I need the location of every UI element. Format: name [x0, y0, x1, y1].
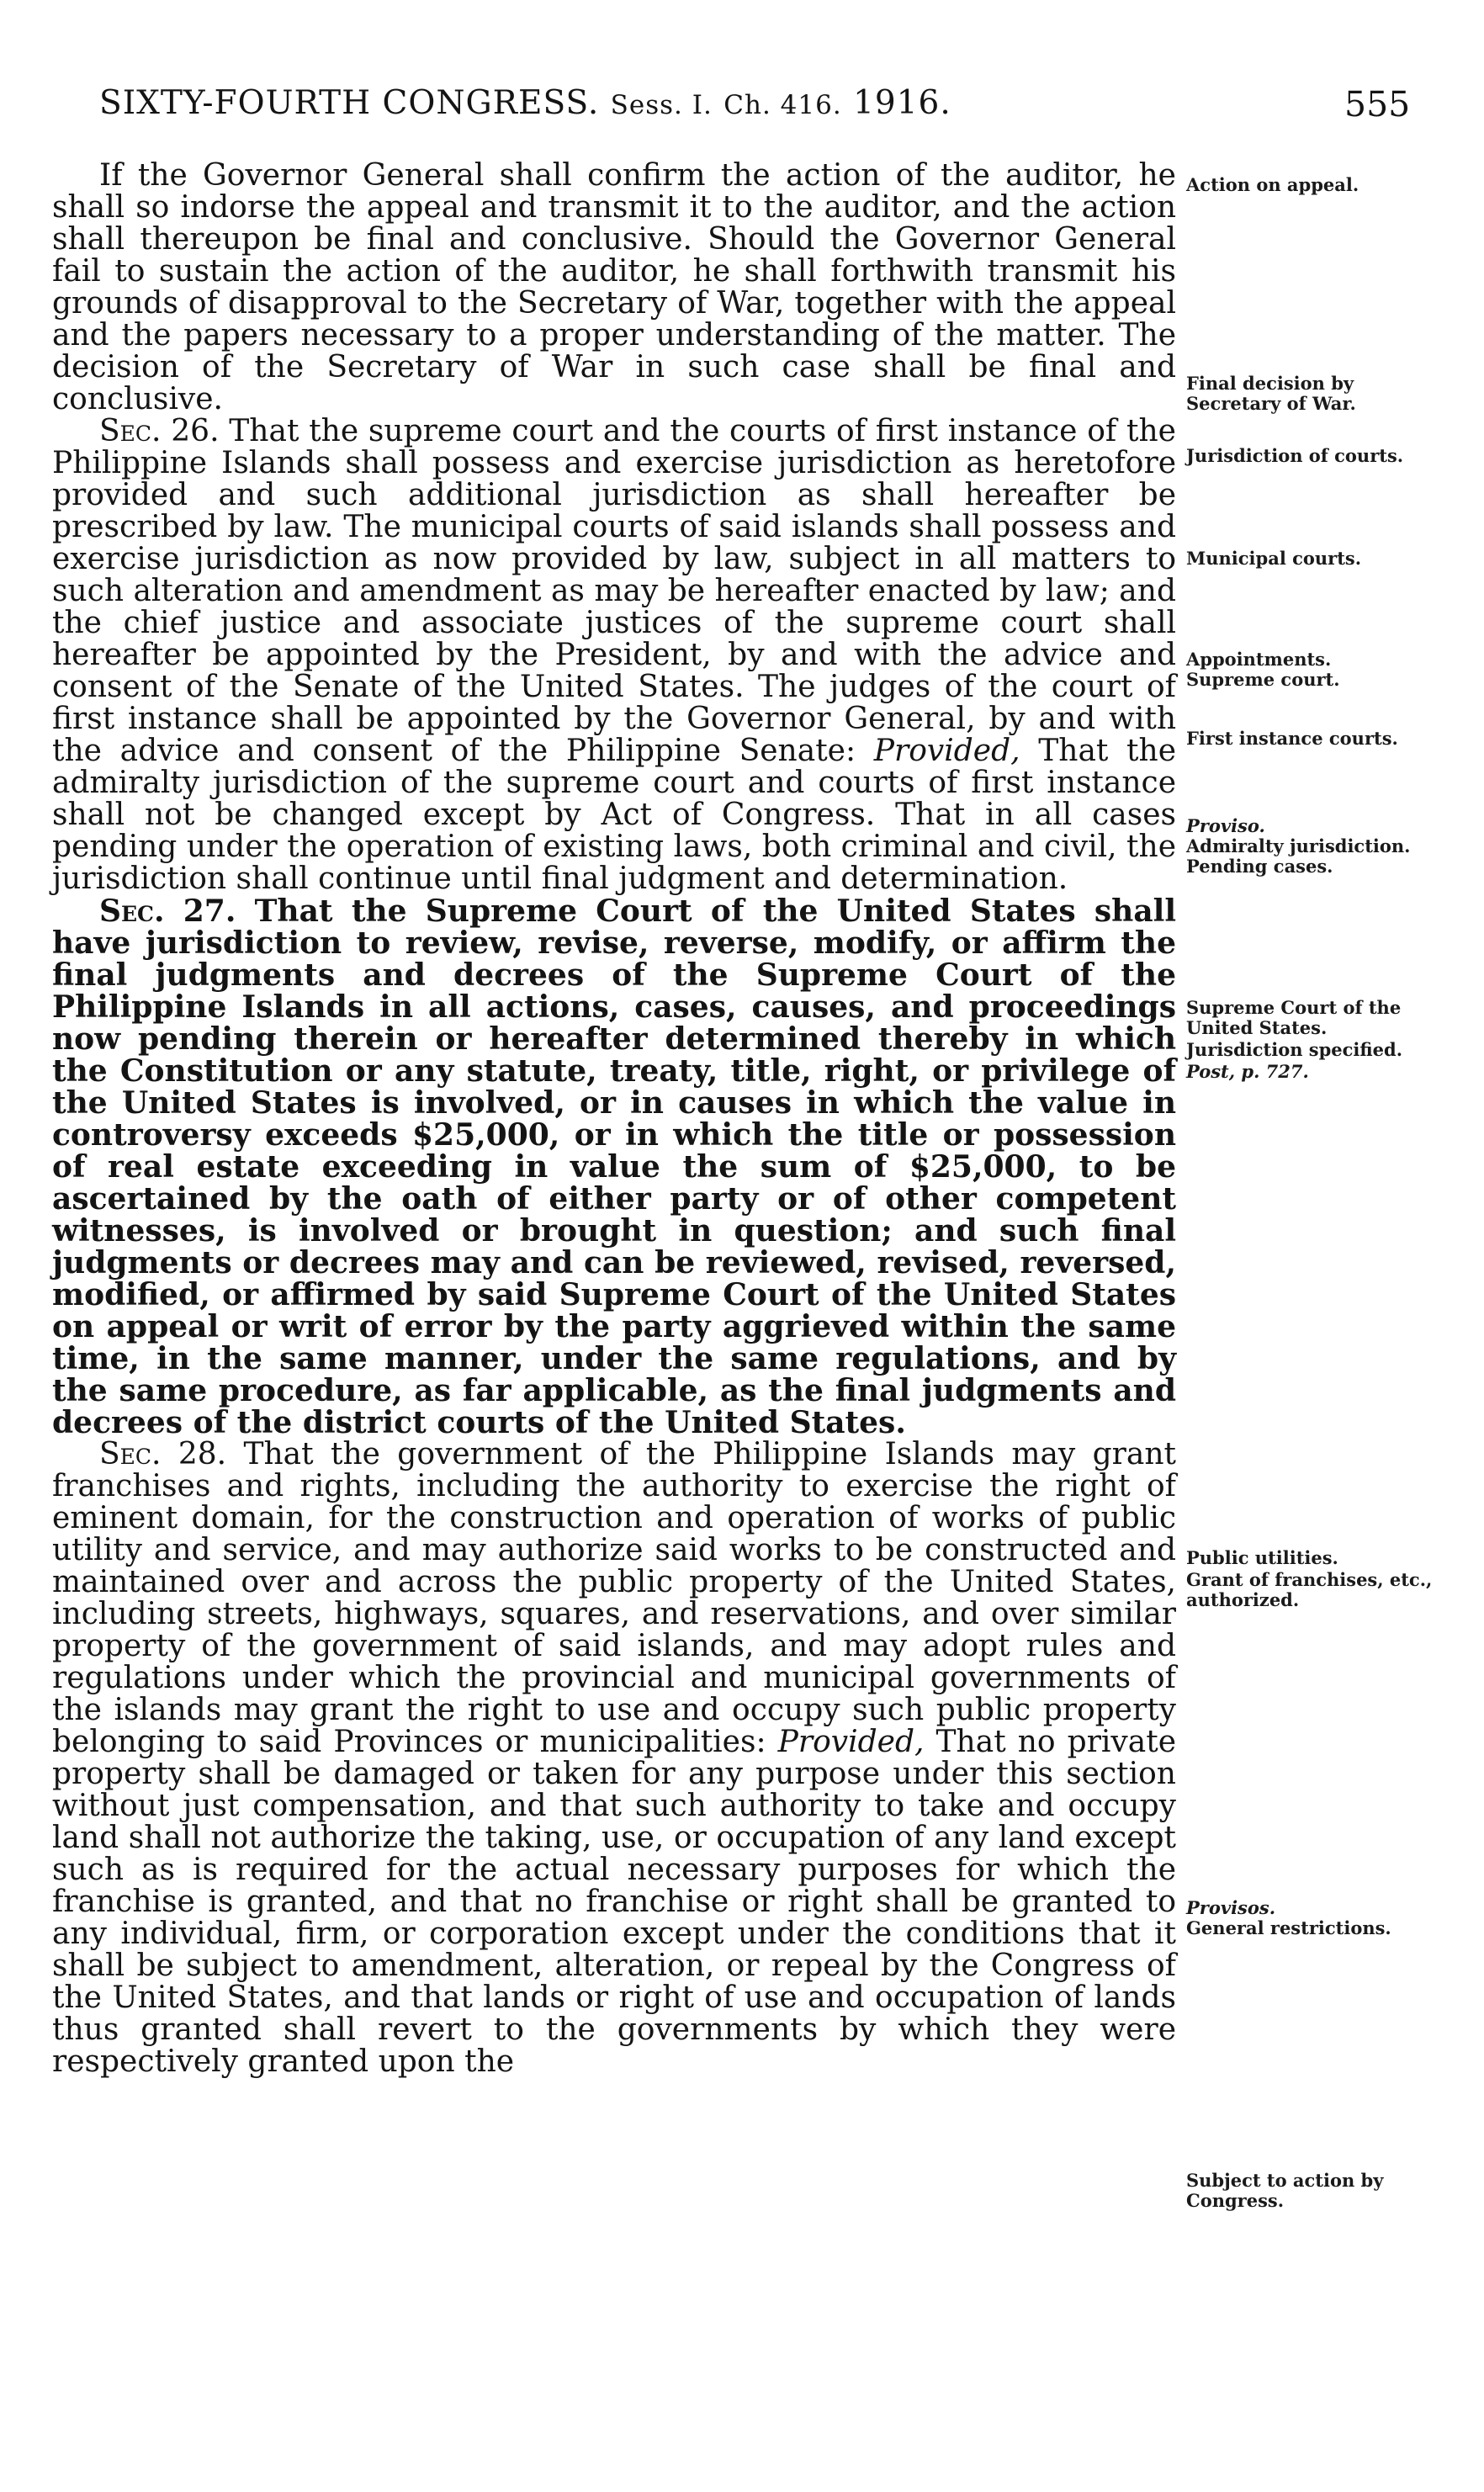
- session-label: Sess. I.: [610, 90, 713, 120]
- statute-text: [52, 160, 1176, 2078]
- note-provisos: Provisos.: [1186, 1897, 1276, 1918]
- note-supreme-court: Supreme court.: [1186, 669, 1340, 690]
- section-27-label: Sec. 27.: [99, 893, 236, 929]
- congress-title: SIXTY-FOURTH CONGRESS.: [99, 84, 600, 122]
- section-28-text-b: That no private property shall be damaged or taken for any purpose under this section without just compensation, and that such authority to take and occupy land shall not authorize the taking, use, or occupation of any land except such as is required for the actual necessary purposes for which the franchise is granted, and that no franchise or right shall be granted to any individual, firm, or corporation except under the conditions that it shall be subject to amendment, alteration, or repeal by the Congress of the United States, and that lands or right of use and occupation of lands thus granted shall revert to the governments by which they were respectively granted upon the: [52, 1725, 1176, 2079]
- note-supreme-court-us-group: [1186, 998, 1439, 1082]
- header-title: [99, 84, 951, 122]
- section-27-text: That the Supreme Court of the United States shall have jurisdiction to review, revise, reverse, modify, or affirm the final judgments and decrees of the Supreme Court of the Philippine Islands in all actions, cases, causes, and proceedings now pending therein or hereafter determined thereby in which the Constitution or any statute, treaty, title, right, or privilege of the United States is involved, or in causes in which the value in controversy exceeds $25,000, or in which the title or possession of real estate exceeding in value the sum of $25,000, to be ascertained by the oath of either party or of other competent witnesses, is involved or brought in question; and such final judgments or decrees may and can be reviewed, revised, reversed, modified, or affirmed by said Supreme Court of the United States on appeal or writ of error by the party aggrieved within the same time, in the same manner, under the same regulations, and by the same procedure, as far applicable, as the final judgments and decrees of the district courts of the United States.: [52, 893, 1176, 1440]
- note-proviso-group: [1186, 816, 1439, 877]
- note-public-utilities-group: [1186, 1548, 1439, 1610]
- section-26: [52, 416, 1176, 895]
- note-pending-cases: Pending cases.: [1186, 856, 1333, 877]
- section-28-provided: Provided,: [777, 1725, 925, 1759]
- note-municipal-courts: Municipal courts.: [1186, 548, 1362, 569]
- note-post-reference: Post, p. 727.: [1186, 1061, 1309, 1082]
- page-number: 555: [1344, 84, 1411, 125]
- year-label: 1916.: [853, 84, 951, 122]
- paragraph-appeal: If the Governor General shall confirm the action of the auditor, he shall so indorse the appeal and transmit it to the auditor, and the action shall thereupon be final and conclusive. Should the Governor General fail to sustain the action of the auditor, he shall forthwith transmit his grounds of disapproval to the Secretary of War, together with the appeal and the papers necessary to a proper understanding of the matter. The decision of the Secretary of War in such case shall be final and conclusive.: [52, 158, 1176, 416]
- note-proviso: Proviso.: [1186, 815, 1265, 836]
- note-general-restrictions: General restrictions.: [1186, 1917, 1391, 1938]
- note-us-supreme-court: Supreme Court of the United States.: [1186, 997, 1402, 1038]
- note-final-decision: Final decision by Secretary of War.: [1186, 373, 1356, 414]
- running-header: [0, 84, 1484, 143]
- note-appointments: [1186, 650, 1439, 690]
- section-26-provided: Provided,: [873, 734, 1020, 768]
- note-jurisdiction-specified: Jurisdiction specified.: [1186, 1039, 1403, 1060]
- section-28: [52, 1439, 1176, 2078]
- note-jurisdiction-courts: Jurisdiction of courts.: [1186, 445, 1404, 466]
- section-26-text-a: That the supreme court and the courts of first instance of the Philippine Islands shall possess and exercise jurisdiction as heretofore provided and such additional jurisdiction as shall hereafter be prescribed by law. The municipal courts of said islands shall possess and exercise jurisdiction as now provided by law, subject in all matters to such alteration and amendment as may be hereafter enacted by law; and the chief justice and associate justices of the supreme court shall hereafter be appointed by the President, by and with the advice and consent of the Senate of the United States. The judges of the court of first instance shall be appointed by the Governor General, by and with the advice and consent of the Philippine Senate:: [52, 414, 1176, 768]
- note-admiralty: Admiralty jurisdiction.: [1186, 835, 1411, 856]
- note-action-on-appeal: Action on appeal.: [1186, 174, 1359, 195]
- note-public-utilities: Public utilities.: [1186, 1547, 1338, 1568]
- section-26-label: Sec. 26.: [99, 414, 220, 448]
- note-first-instance: First instance courts.: [1186, 728, 1398, 749]
- section-28-text-a: That the government of the Philippine Islands may grant franchises and rights, including the authority to exercise the right of eminent domain, for the construction and operation of works of public utility and service, and may authorize said works to be constructed and maintained over and across the public property of the United States, including streets, highways, squares, and reservations, and over similar property of the government of said islands, and may adopt rules and regulations under which the provincial and municipal governments of the islands may grant the right to use and occupy such public property belonging to said Provinces or municipalities:: [52, 1437, 1176, 1759]
- chapter-label: Ch. 416.: [723, 90, 842, 120]
- section-26-text-b: That the admiralty jurisdiction of the supreme court and courts of first instance shall not be changed except by Act of Congress. That in all cases pending under the operation of existing laws, both criminal and civil, the jurisdiction shall continue until final judgment and determination.: [52, 734, 1176, 896]
- note-appointments-label: Appointments.: [1186, 649, 1332, 670]
- section-27: [52, 895, 1176, 1439]
- note-subject-to-action: Subject to action by Congress.: [1186, 2170, 1384, 2211]
- note-provisos-group: [1186, 1898, 1439, 1938]
- section-28-label: Sec. 28.: [99, 1437, 227, 1471]
- note-grant-franchises: Grant of franchises, etc., authorized.: [1186, 1569, 1433, 1610]
